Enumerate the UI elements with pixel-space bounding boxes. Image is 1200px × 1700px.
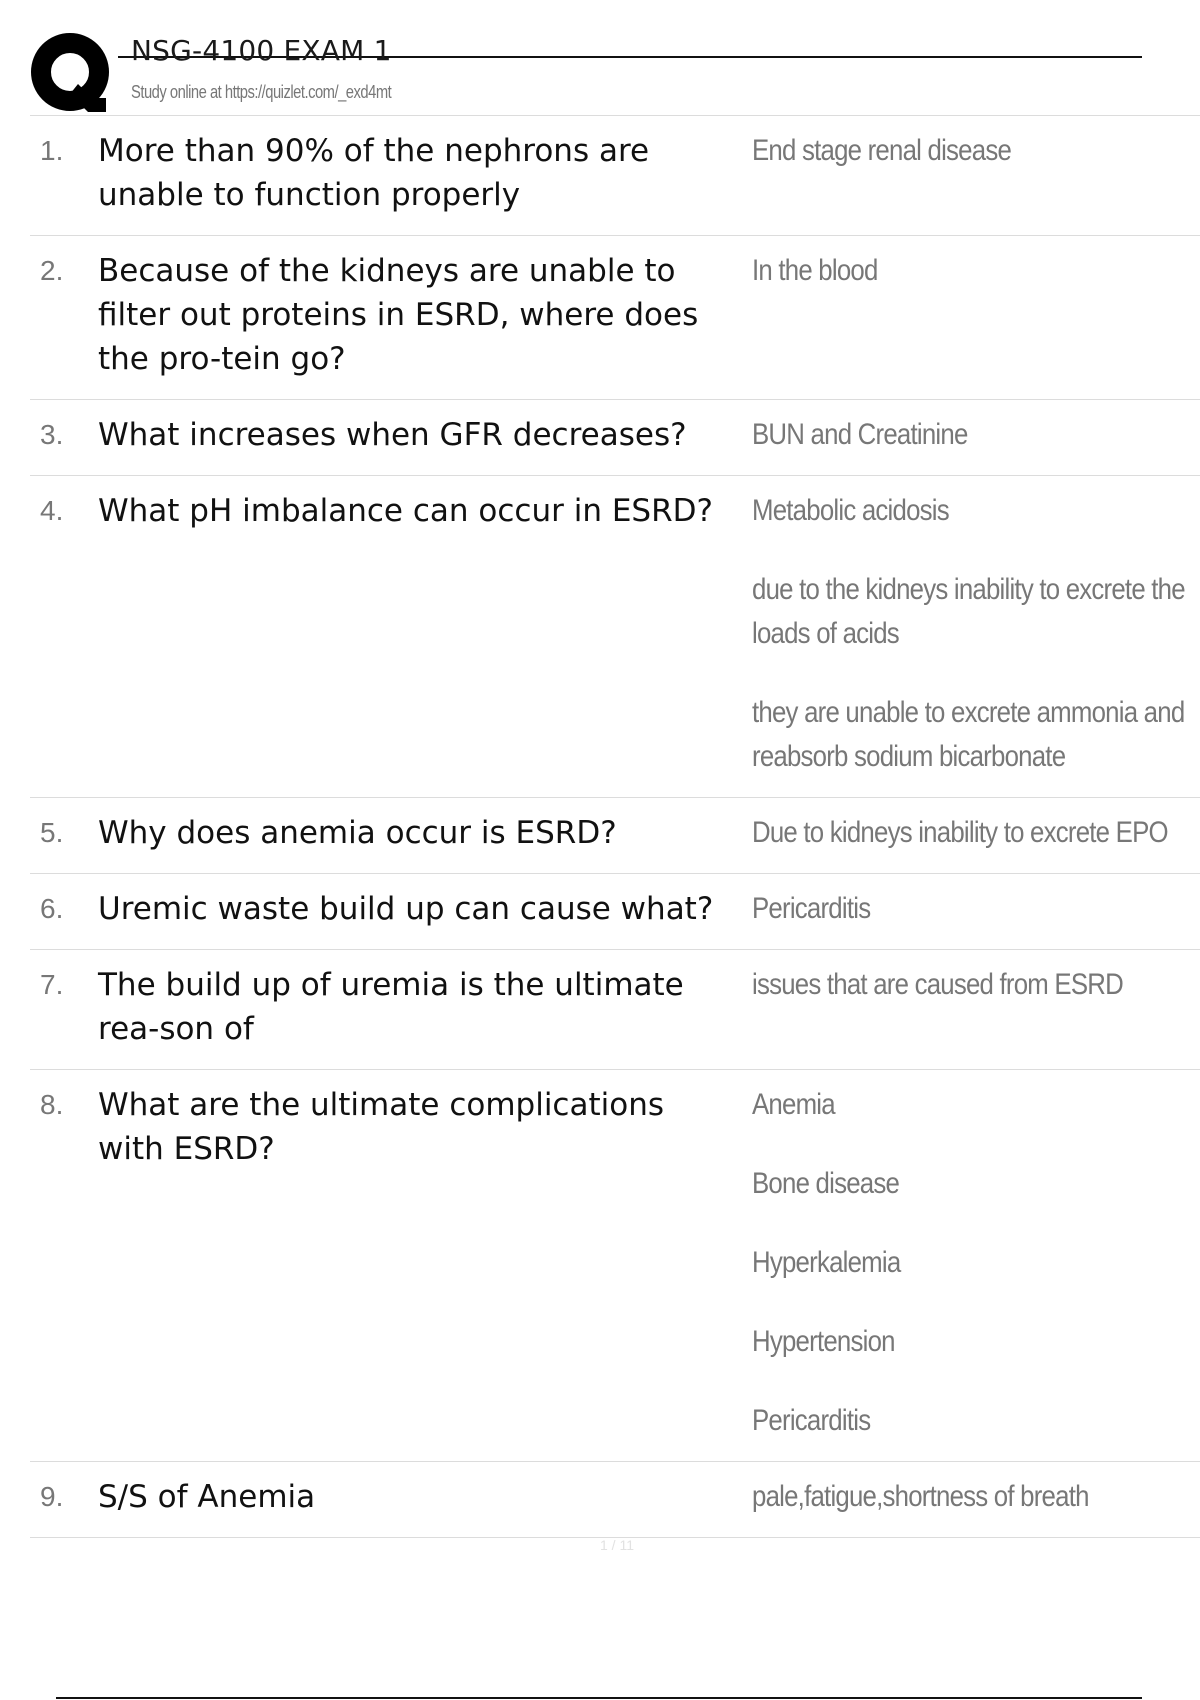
- definition-paragraph: [752, 1475, 1180, 1519]
- definition-line: Bone disease: [752, 1167, 900, 1200]
- card-definition: [752, 1083, 1200, 1443]
- card-definition: [752, 887, 1200, 931]
- definition-paragraph: [752, 811, 1200, 855]
- study-online-link-text: Study online at https://quizlet.com/_exd4mt: [131, 82, 392, 102]
- flashcard-list: [30, 115, 1200, 1538]
- card-definition: [752, 1475, 1200, 1519]
- definition-line: they are unable to excrete ammonia and: [752, 696, 1185, 729]
- definition-paragraph: [752, 1083, 1180, 1127]
- card-number: 4.: [40, 495, 64, 526]
- definition-line: Hypertension: [752, 1325, 895, 1358]
- card-number: 8.: [40, 1089, 64, 1120]
- flashcard-row: [30, 874, 1200, 950]
- definition-line: reabsorb sodium bicarbonate: [752, 740, 1066, 773]
- card-number: 1.: [40, 135, 64, 166]
- card-number: 7.: [40, 969, 64, 1000]
- definition-line: End stage renal disease: [752, 134, 1012, 167]
- definition-paragraph: [752, 691, 1200, 779]
- definition-paragraph: [752, 1399, 1180, 1443]
- definition-paragraph: [752, 249, 1180, 293]
- definition-line: In the blood: [752, 254, 878, 287]
- flashcard-row: [30, 1070, 1200, 1462]
- definition-paragraph: [752, 413, 1180, 457]
- definition-paragraph: [752, 887, 1180, 931]
- card-term: Why does anemia occur is ESRD?: [98, 815, 617, 851]
- definition-paragraph: [752, 568, 1200, 656]
- definition-line: Anemia: [752, 1088, 835, 1121]
- definition-paragraph: [752, 1241, 1180, 1285]
- flashcard-row: [30, 116, 1200, 236]
- footer-rule: [56, 1697, 1142, 1699]
- card-term: Uremic waste build up can cause what?: [98, 891, 714, 927]
- card-term: S/S of Anemia: [98, 1479, 316, 1515]
- flashcard-row: [30, 400, 1200, 476]
- definition-paragraph: [752, 963, 1183, 1007]
- definition-paragraph: [752, 489, 1200, 533]
- definition-line: Hyperkalemia: [752, 1246, 901, 1279]
- flashcard-row: [30, 236, 1200, 400]
- definition-line: due to the kidneys inability to excrete the: [752, 573, 1185, 606]
- definition-line: Pericarditis: [752, 1404, 871, 1437]
- definition-paragraph: [752, 1320, 1180, 1364]
- flashcard-row: [30, 798, 1200, 874]
- definition-line: issues that are caused from ESRD: [752, 968, 1124, 1001]
- definition-line: Due to kidneys inability to excrete EPO: [752, 816, 1168, 849]
- card-term: What increases when GFR decreases?: [98, 417, 687, 453]
- card-definition: [752, 489, 1200, 779]
- page-number: 1 / 11: [600, 1537, 634, 1553]
- card-number: 9.: [40, 1481, 64, 1512]
- definition-line: BUN and Creatinine: [752, 418, 968, 451]
- card-definition: [752, 413, 1200, 457]
- definition-paragraph: [752, 1162, 1180, 1206]
- card-number: 3.: [40, 419, 64, 450]
- flashcard-row: [30, 476, 1200, 798]
- definition-line: Metabolic acidosis: [752, 494, 949, 527]
- definition-line: pale,fatigue,shortness of breath: [752, 1480, 1089, 1513]
- card-definition: [752, 129, 1200, 217]
- flashcard-row: [30, 950, 1200, 1070]
- card-term: Because of the kidneys are unable to filter out proteins in ESRD, where does the pro-tein go?: [98, 253, 699, 377]
- document-title: NSG-4100 EXAM 1: [131, 34, 392, 67]
- card-term: The build up of uremia is the ultimate rea-son of: [98, 967, 684, 1047]
- card-definition: [752, 963, 1200, 1051]
- card-number: 2.: [40, 255, 64, 286]
- card-term: More than 90% of the nephrons are unable to function properly: [98, 133, 650, 213]
- definition-paragraph: [752, 129, 1180, 173]
- card-definition: [752, 811, 1200, 855]
- definition-line: Pericarditis: [752, 892, 871, 925]
- card-term: What are the ultimate complications with ESRD?: [98, 1087, 665, 1167]
- card-number: 5.: [40, 817, 64, 848]
- definition-line: loads of acids: [752, 617, 899, 650]
- card-number: 6.: [40, 893, 64, 924]
- card-definition: [752, 249, 1200, 381]
- card-term: What pH imbalance can occur in ESRD?: [98, 493, 713, 529]
- flashcard-row: [30, 1462, 1200, 1538]
- quizlet-q-logo-icon: [30, 32, 114, 116]
